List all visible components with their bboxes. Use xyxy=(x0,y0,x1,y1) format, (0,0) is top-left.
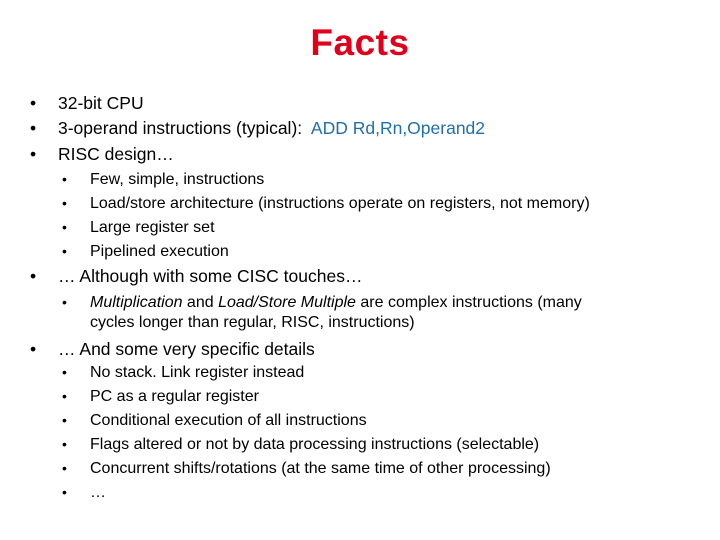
bullet-icon: • xyxy=(30,339,37,359)
sub-bullet-text: Conditional execution of all instructions xyxy=(90,412,367,429)
bullet-icon: • xyxy=(62,243,67,259)
bullet-text: … And some very specific details xyxy=(58,339,315,359)
slide-title: Facts xyxy=(310,22,410,63)
bullet-icon: • xyxy=(62,364,67,380)
code-example: ADD Rd,Rn,Operand2 xyxy=(310,118,486,138)
bullet-icon: • xyxy=(62,460,67,476)
sub-bullet-text: Load/store architecture (instructions operate on registers, not memory) xyxy=(90,195,590,212)
emphasis-text: Multiplication xyxy=(90,294,183,311)
bullet-text: RISC design… xyxy=(58,144,174,164)
sub-bullet-text: Large register set xyxy=(90,219,215,236)
emphasis-text: Load/Store Multiple xyxy=(218,294,356,311)
bullet-text: 32-bit CPU xyxy=(58,93,144,113)
sub-bullet-text: PC as a regular register xyxy=(90,388,259,405)
bullet-icon: • xyxy=(62,294,67,310)
bullet-icon: • xyxy=(62,219,67,235)
bullet-icon: • xyxy=(62,195,67,211)
bullet-icon: • xyxy=(30,266,37,286)
sub-bullet-text: Few, simple, instructions xyxy=(90,171,265,188)
sub-bullet-text xyxy=(90,294,582,312)
sub-bullet-text: … xyxy=(90,484,106,501)
sub-bullet-text: Flags altered or not by data processing instructions (selectable) xyxy=(90,436,540,453)
sub-bullet-text-part: and xyxy=(182,294,219,311)
sub-bullet-text-part: are complex instructions (many xyxy=(355,294,582,311)
bullet-icon: • xyxy=(62,388,67,404)
bullet-text xyxy=(58,118,485,139)
bullet-icon: • xyxy=(62,412,67,428)
sub-bullet-text: cycles longer than regular, RISC, instructions) xyxy=(90,314,415,331)
sub-bullet-text: No stack. Link register instead xyxy=(90,364,305,381)
bullet-icon: • xyxy=(30,118,37,138)
bullet-icon: • xyxy=(30,93,37,113)
sub-bullet-text: Concurrent shifts/rotations (at the same time of other processing) xyxy=(90,460,551,477)
sub-bullet-text: Pipelined execution xyxy=(90,243,229,260)
bullet-icon: • xyxy=(62,436,67,452)
bullet-icon: • xyxy=(30,144,37,164)
bullet-text: … Although with some CISC touches… xyxy=(58,266,363,286)
bullet-icon: • xyxy=(62,484,67,500)
bullet-icon: • xyxy=(62,171,67,187)
bullet-text-main: 3-operand instructions (typical): xyxy=(58,118,303,138)
